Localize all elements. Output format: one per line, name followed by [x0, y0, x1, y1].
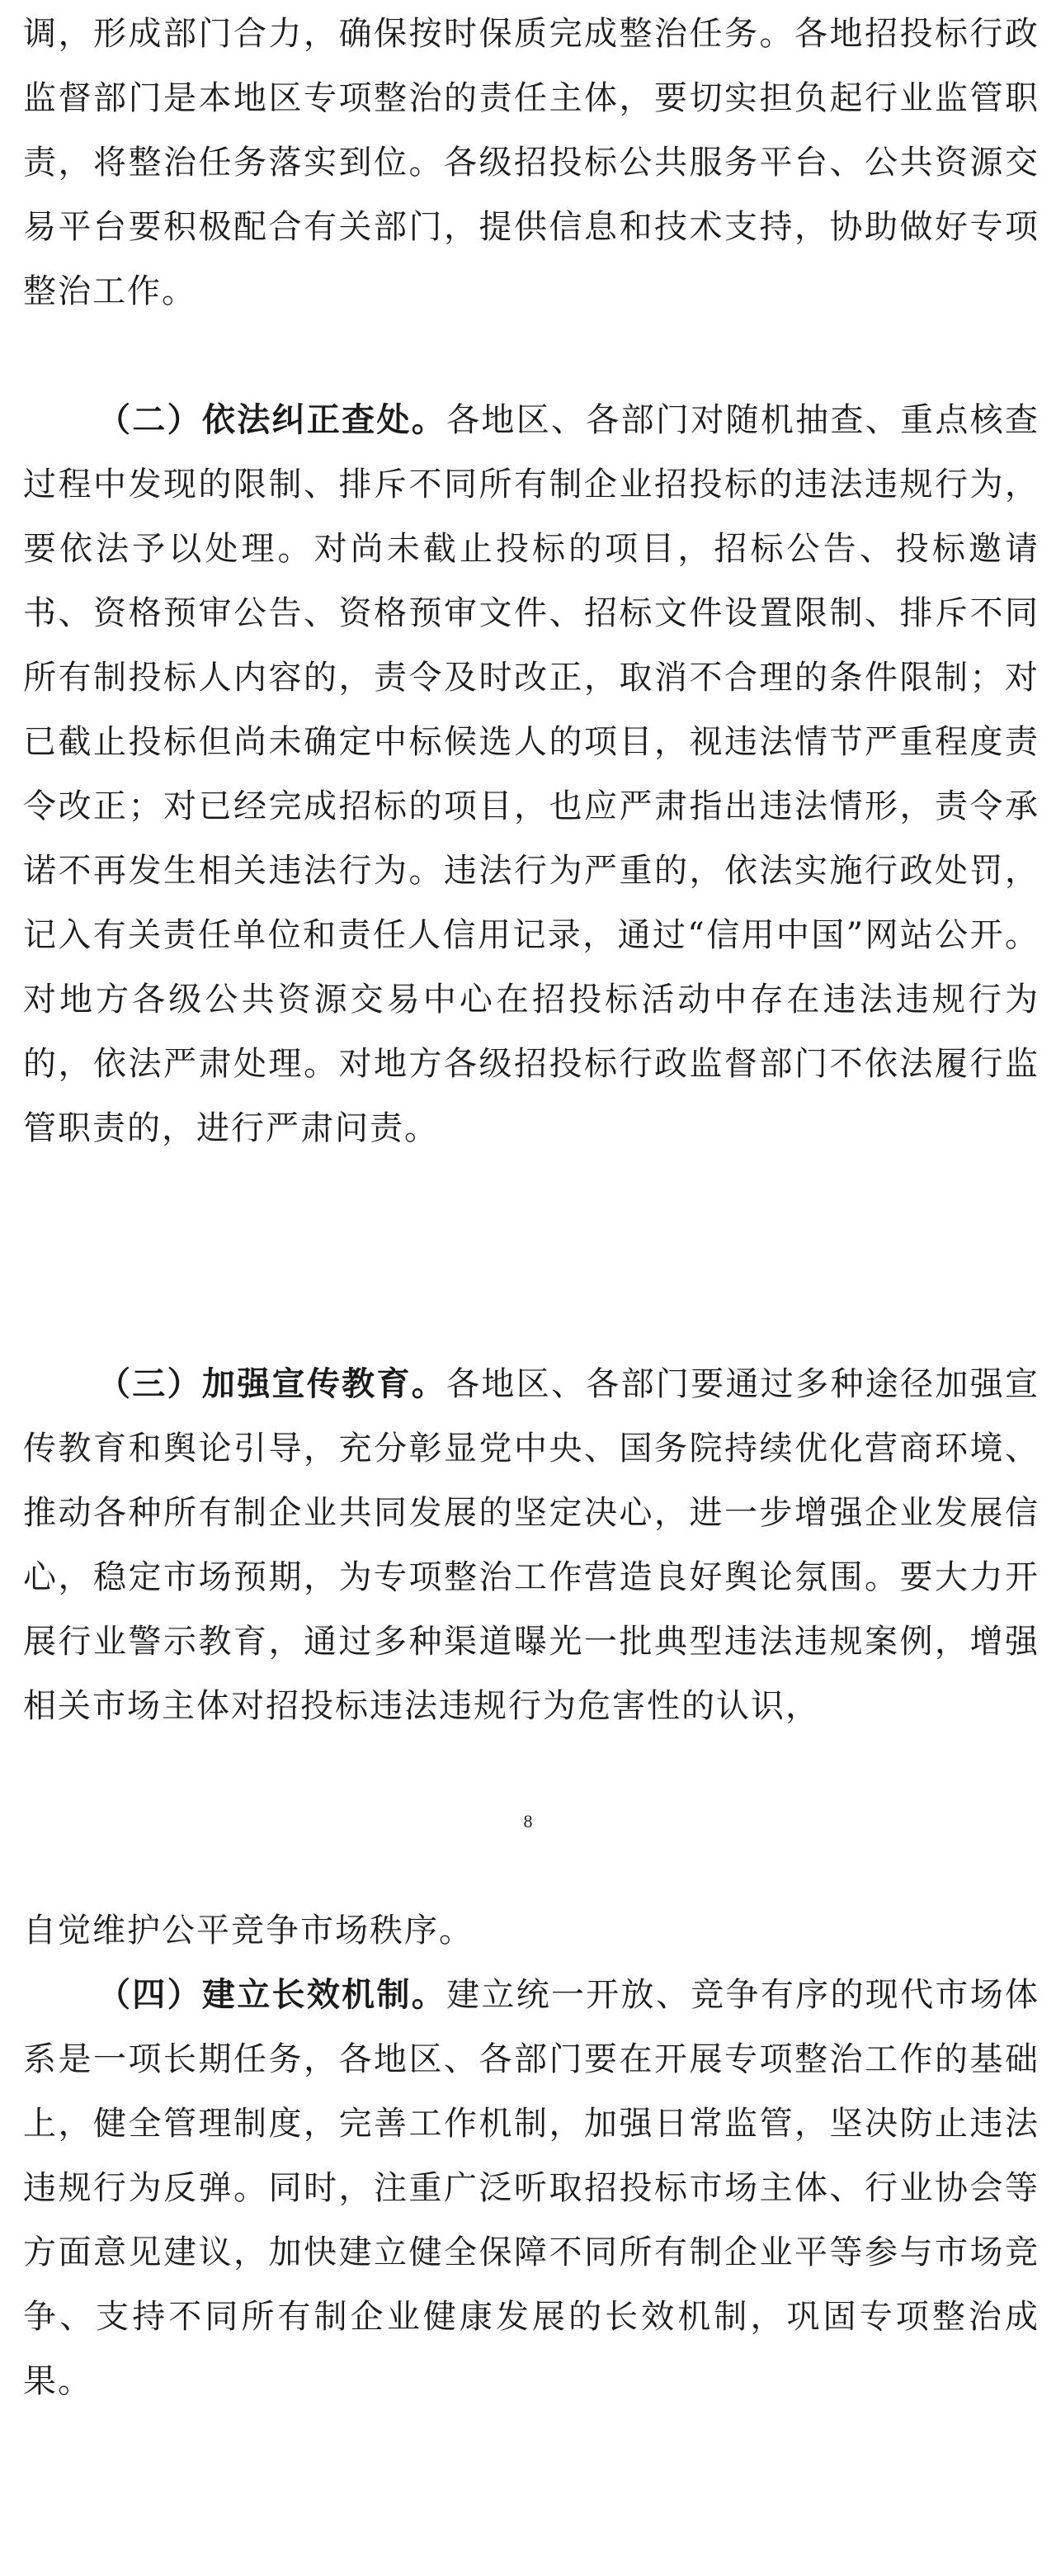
paragraph-continued-bottom: 自觉维护公平竞争市场秩序。: [23, 1912, 474, 1950]
page-number: 8: [523, 1811, 533, 1832]
section-4-heading: （四）建立长效机制。: [97, 1975, 447, 2014]
section-2-heading: （二）依法纠正查处。: [97, 400, 447, 439]
document-page-bottom: [0, 1898, 1056, 2576]
paragraph-section-4: [23, 1963, 1040, 2413]
paragraph-section-2: [23, 388, 1040, 1160]
paragraph-continued-top: 调，形成部门合力，确保按时保质完成整治任务。各地招投标行政监督部门是本地区专项整治的责任主体，要切实担负起行业监管职责，将整治任务落实到位。各级招投标公共服务平台、公共资源交易平台要积极配合有关部门，提供信息和技术支持，协助做好专项整治工作。: [23, 15, 1040, 310]
section-4-body: 建立统一开放、竞争有序的现代市场体系是一项长期任务，各地区、各部门要在开展专项整治工作的基础上，健全管理制度，完善工作机制，加强日常监管，坚决防止违法违规行为反弹。同时，注重广泛听取招投标市场主体、行业协会等方面意见建议，加快建立健全保障不同所有制企业平等参与市场竞争、支持不同所有制企业健康发展的长效机制，巩固专项整治成果。: [23, 1976, 1040, 2400]
section-3-heading: （三）加强宣传教育。: [97, 1364, 447, 1403]
paragraph-section-3: [23, 1352, 1040, 1738]
section-2-body: 各地区、各部门对随机抽查、重点核查过程中发现的限制、排斥不同所有制企业招投标的违法违规行为，要依法予以处理。对尚未截止投标的项目，招标公告、投标邀请书、资格预审公告、资格预审文件、招标文件设置限制、排斥不同所有制投标人内容的，责令及时改正，取消不合理的条件限制；对已截止投标但尚未确定中标候选人的项目，视违法情节严重程度责令改正；对已经完成招标的项目，也应严肃指出违法情形，责令承诺不再发生相关违法行为。违法行为严重的，依法实施行政处罚，记入有关责任单位和责任人信用记录，通过“信用中国”网站公开。对地方各级公共资源交易中心在招投标活动中存在违法违规行为的，依法严肃处理。对地方各级招投标行政监督部门不依法履行监管职责的，进行严肃问责。: [23, 401, 1040, 1147]
section-3-body: 各地区、各部门要通过多种途径加强宣传教育和舆论引导，充分彰显党中央、国务院持续优化营商环境、推动各种所有制企业共同发展的坚定决心，进一步增强企业发展信心，稳定市场预期，为专项整治工作营造良好舆论氛围。要大力开展行业警示教育，通过多种渠道曝光一批典型违法违规案例，增强相关市场主体对招投标违法违规行为危害性的认识，: [23, 1365, 1040, 1725]
